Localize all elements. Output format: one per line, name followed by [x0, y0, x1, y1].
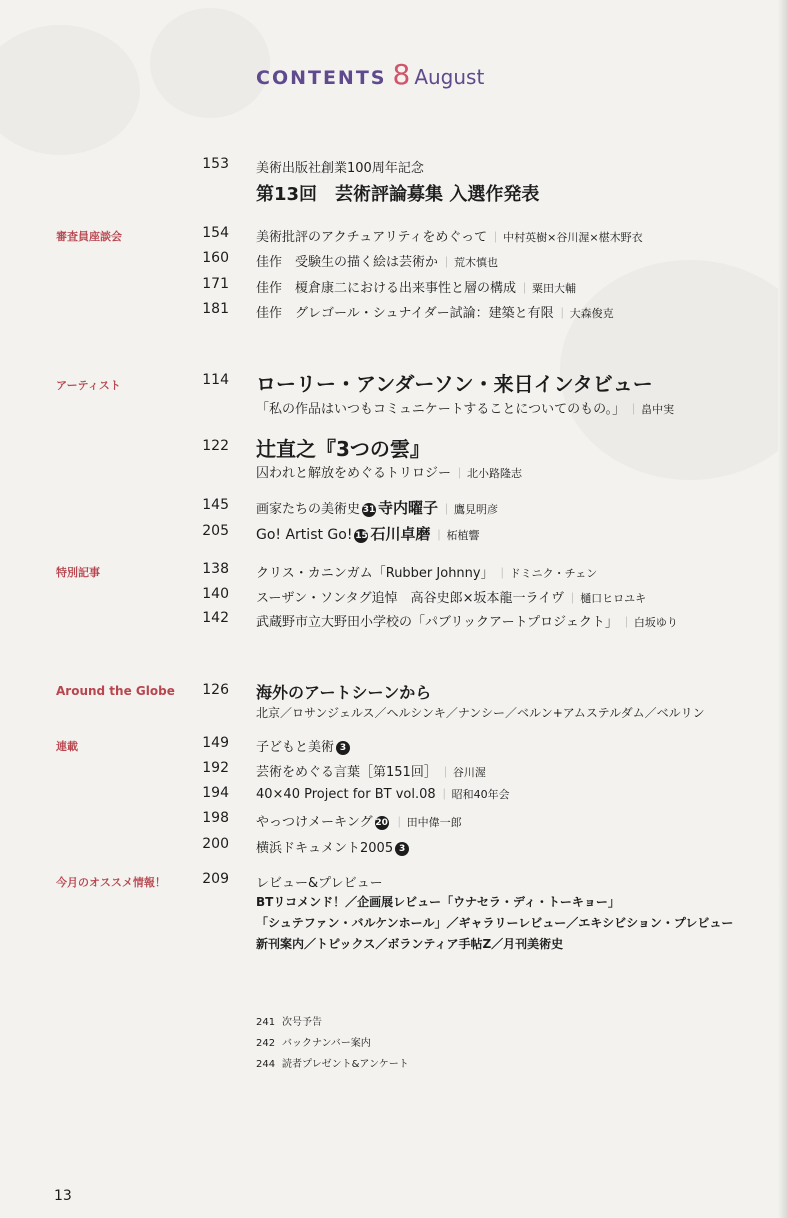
- page-number-entry: 160: [202, 250, 229, 266]
- author: ｜ 白坂ゆり: [618, 616, 678, 629]
- author: ｜ 荒木慎也: [438, 256, 498, 269]
- author: ｜ ドミニク・チェン: [494, 567, 598, 580]
- author: ｜ 樋口ヒロユキ: [564, 592, 646, 605]
- binding-edge: [778, 0, 788, 1218]
- number-badge: 15: [355, 531, 368, 541]
- toc-entry: 画家たちの美術史 31 寺内曜子｜ 鷹見明彦: [256, 497, 498, 518]
- toc-entry: 40×40 Project for BT vol.08｜ 昭和40年会: [256, 786, 510, 802]
- author: ｜ 大森俊克: [554, 307, 614, 320]
- laurie-title: ローリー・アンダーソン・来日インタビュー: [256, 372, 653, 396]
- page-number-entry: 209: [202, 871, 229, 887]
- picks-line: 新刊案内／トピックス／ボランティア手帖Z／月刊美術史: [256, 937, 564, 951]
- page-number-entry: 140: [202, 586, 229, 602]
- contents-header: [256, 58, 484, 91]
- toc-entry: 囚われと解放をめぐるトリロジー｜ 北小路隆志: [256, 462, 522, 481]
- background-shape: [150, 8, 270, 118]
- feature-title: 第13回 芸術評論募集 入選作発表: [256, 184, 540, 205]
- toc-entry: 佳作 受験生の描く絵は芸術か｜ 荒木慎也: [256, 251, 498, 270]
- number-badge: 3: [336, 741, 350, 755]
- feature-subtitle: 美術出版社創業100周年記念: [256, 161, 424, 176]
- contents-word: CONTENTS: [256, 67, 387, 89]
- section-label-picks: 今月のオススメ情報！: [56, 876, 166, 889]
- section-label-globe: Around the Globe: [56, 684, 175, 698]
- toc-entry: 美術批評のアクチュアリティをめぐって｜ 中村英樹×谷川渥×椹木野衣: [256, 226, 643, 245]
- page-number-entry: 142: [202, 610, 229, 626]
- page-number-entry: 149: [202, 735, 229, 751]
- section-label-artist: アーティスト: [56, 379, 121, 392]
- author: ｜ 谷川渥: [437, 766, 486, 779]
- page-number-entry: 122: [202, 438, 229, 454]
- number-badge: 20: [375, 818, 388, 828]
- toc-entry: 横浜ドキュメント2005 3: [256, 837, 411, 856]
- page-number-entry: 114: [202, 372, 229, 388]
- page-number-entry: 145: [202, 497, 229, 513]
- author: ｜ 田中偉一郎: [391, 816, 462, 829]
- background-shape: [0, 25, 140, 155]
- author: ｜ 粟田大輔: [516, 282, 576, 295]
- page-number-entry: 198: [202, 810, 229, 826]
- folio-page-number: 13: [54, 1188, 72, 1204]
- issue-month: August: [414, 65, 485, 89]
- author: ｜ 鷹見明彦: [438, 503, 498, 516]
- page-number-entry: 153: [202, 156, 229, 172]
- toc-entry: 佳作 榎倉康二における出来事性と層の構成｜ 粟田大輔: [256, 277, 576, 296]
- section-label-judges: 審査員座談会: [56, 230, 122, 243]
- picks-line: 「シュテファン・バルケンホール」／ギャラリーレビュー／エキシビション・プレビュー: [256, 916, 734, 930]
- page-number-entry: 192: [202, 760, 229, 776]
- tsuji-title: 辻直之『3つの雲』: [256, 437, 430, 461]
- author: ｜ 昭和40年会: [436, 788, 510, 801]
- number-badge: 31: [362, 505, 376, 515]
- author: ｜ 柘植響: [430, 529, 479, 542]
- toc-entry: 武蔵野市立大野田小学校の「パブリックアートプロジェクト」｜ 白坂ゆり: [256, 611, 678, 630]
- page-number-entry: 154: [202, 225, 229, 241]
- issue-number: 8: [392, 58, 411, 91]
- toc-entry: 佳作 グレゴール・シュナイダー試論：建築と有限｜ 大森俊克: [256, 302, 614, 321]
- section-label-special: 特別記事: [56, 566, 100, 579]
- footer-entry: 244 読者プレゼント&アンケート: [256, 1059, 409, 1070]
- picks-line: BTリコメンド！／企画展レビュー「ウナセラ・ディ・トーキョー」: [256, 895, 620, 909]
- globe-title: 海外のアートシーンから: [256, 683, 432, 702]
- toc-entry: スーザン・ソンタグ追悼 高谷史郎×坂本龍一ライヴ｜ 樋口ヒロユキ: [256, 587, 646, 606]
- toc-entry: 「私の作品はいつもコミュニケートすることについてのもの。」｜ 畠中実: [256, 398, 674, 417]
- page-number-entry: 205: [202, 523, 229, 539]
- footer-entry: 241 次号予告: [256, 1017, 322, 1028]
- page-number-entry: 194: [202, 785, 229, 801]
- toc-entry: やっつけメーキング 20｜ 田中偉一郎: [256, 811, 462, 830]
- toc-entry: クリス・カニンガム「Rubber Johnny」｜ ドミニク・チェン: [256, 562, 597, 581]
- page-number-entry: 126: [202, 682, 229, 698]
- globe-cities: 北京／ロサンジェルス／ヘルシンキ／ナンシー／ベルン+アムステルダム／ベルリン: [256, 706, 705, 720]
- page-number-entry: 138: [202, 561, 229, 577]
- author: ｜ 中村英樹×谷川渥×椹木野衣: [487, 231, 642, 244]
- footer-entry: 242 バックナンバー案内: [256, 1038, 371, 1049]
- picks-title: レビュー&プレビュー: [256, 876, 383, 891]
- page-number-entry: 181: [202, 301, 229, 317]
- toc-entry: Go! Artist Go! 15 石川卓磨｜ 柘植響: [256, 523, 479, 544]
- section-label-serial: 連載: [56, 740, 78, 753]
- page-number-entry: 171: [202, 276, 229, 292]
- page-number-entry: 200: [202, 836, 229, 852]
- toc-entry: 芸術をめぐる言葉［第151回］｜ 谷川渥: [256, 761, 486, 780]
- author: ｜ 畠中実: [625, 403, 674, 416]
- author: ｜ 北小路隆志: [451, 467, 522, 480]
- number-badge: 3: [395, 842, 409, 856]
- toc-entry: 子どもと美術 3: [256, 736, 352, 755]
